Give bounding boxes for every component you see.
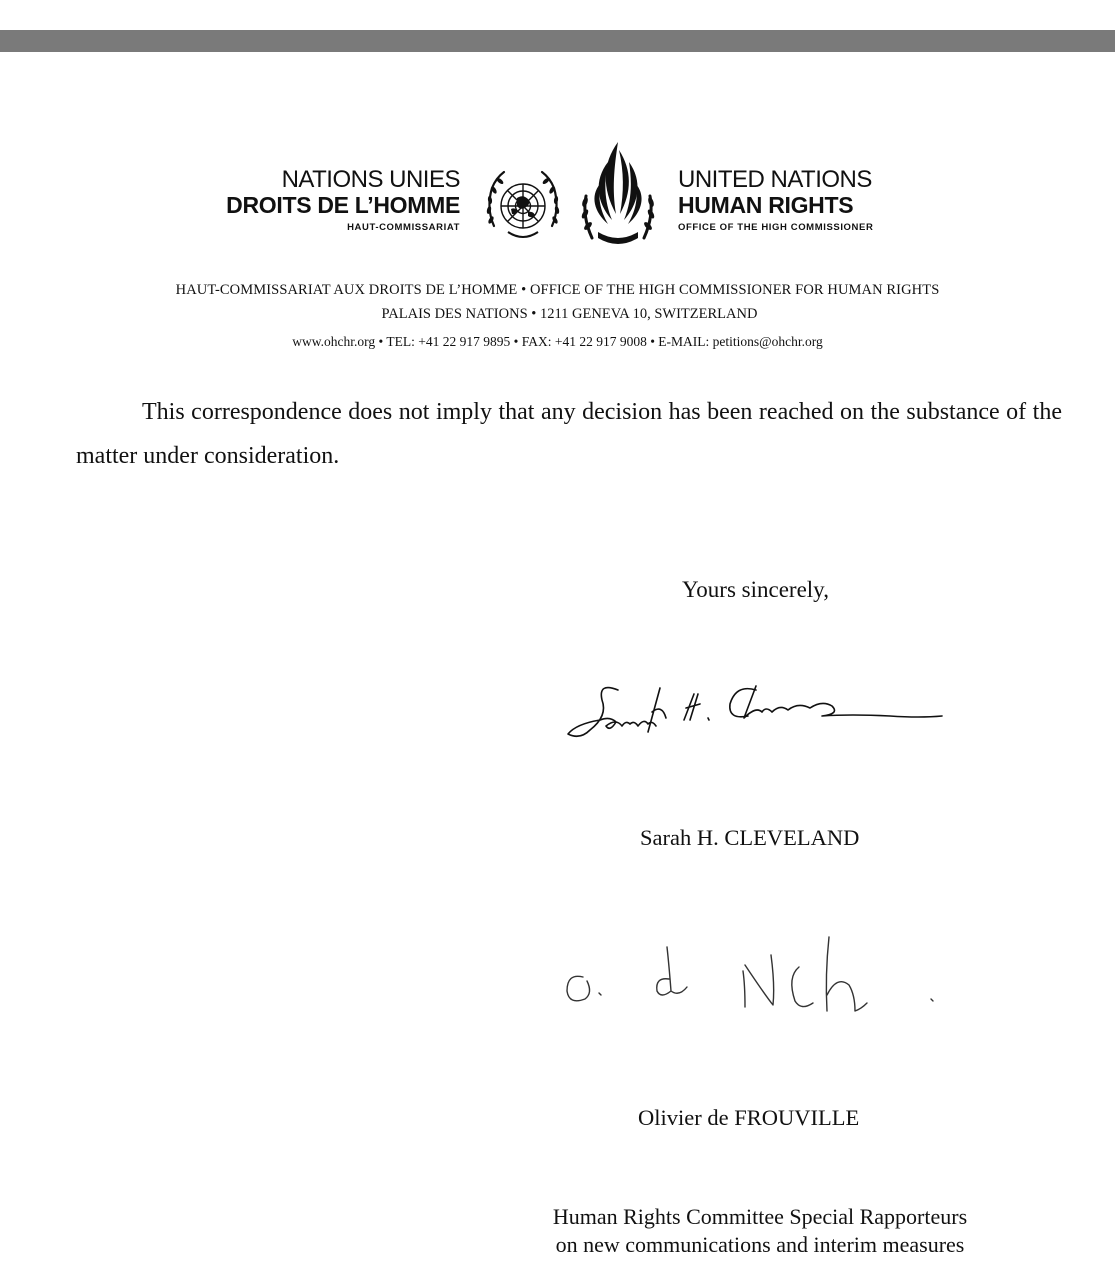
letterhead: [0, 140, 1115, 250]
signature-sarah-cleveland: [560, 660, 950, 760]
letterhead-right-line1: UNITED NATIONS: [678, 166, 872, 193]
signature-olivier-de-frouville: [555, 925, 965, 1025]
closing: Yours sincerely,: [682, 577, 829, 602]
letterhead-left-line3: HAUT-COMMISSARIAT: [347, 222, 460, 233]
address-line-2: PALAIS DES NATIONS • 1211 GENEVA 10, SWITZERLAND: [381, 306, 758, 322]
human-rights-flame-icon: [572, 140, 664, 252]
address-line-3: www.ohchr.org • TEL: +41 22 917 9895 • FAX: +41 22 917 9008 • E-MAIL: petitions@ohchr.org: [292, 334, 823, 349]
address-line-1: HAUT-COMMISSARIAT AUX DROITS DE L’HOMME • OFFICE OF THE HIGH COMMISSIONER FOR HUMAN RIGHTS: [175, 282, 940, 298]
letterhead-english: [678, 168, 873, 233]
signatory-name-1: Sarah H. CLEVELAND: [640, 825, 860, 850]
body-paragraph-text: This correspondence does not imply that any decision has been reached on the substance of the matter under consideration.: [76, 399, 1062, 469]
footer-line-1: Human Rights Committee Special Rapporteurs: [552, 1204, 968, 1229]
top-bar: [0, 30, 1115, 52]
letterhead-left-line1: NATIONS UNIES: [281, 166, 460, 193]
signatories-title: [510, 1203, 1010, 1259]
body-paragraph: [76, 390, 1062, 478]
letterhead-french: [226, 168, 460, 233]
un-emblem-icon: [478, 162, 568, 252]
letterhead-left-line2: DROITS DE L’HOMME: [226, 192, 460, 218]
letterhead-right-line2: HUMAN RIGHTS: [678, 192, 854, 218]
signatory-name-2: Olivier de FROUVILLE: [638, 1105, 860, 1130]
letterhead-right-line3: OFFICE OF THE HIGH COMMISSIONER: [678, 222, 874, 233]
footer-line-2: on new communications and interim measures: [555, 1232, 965, 1257]
